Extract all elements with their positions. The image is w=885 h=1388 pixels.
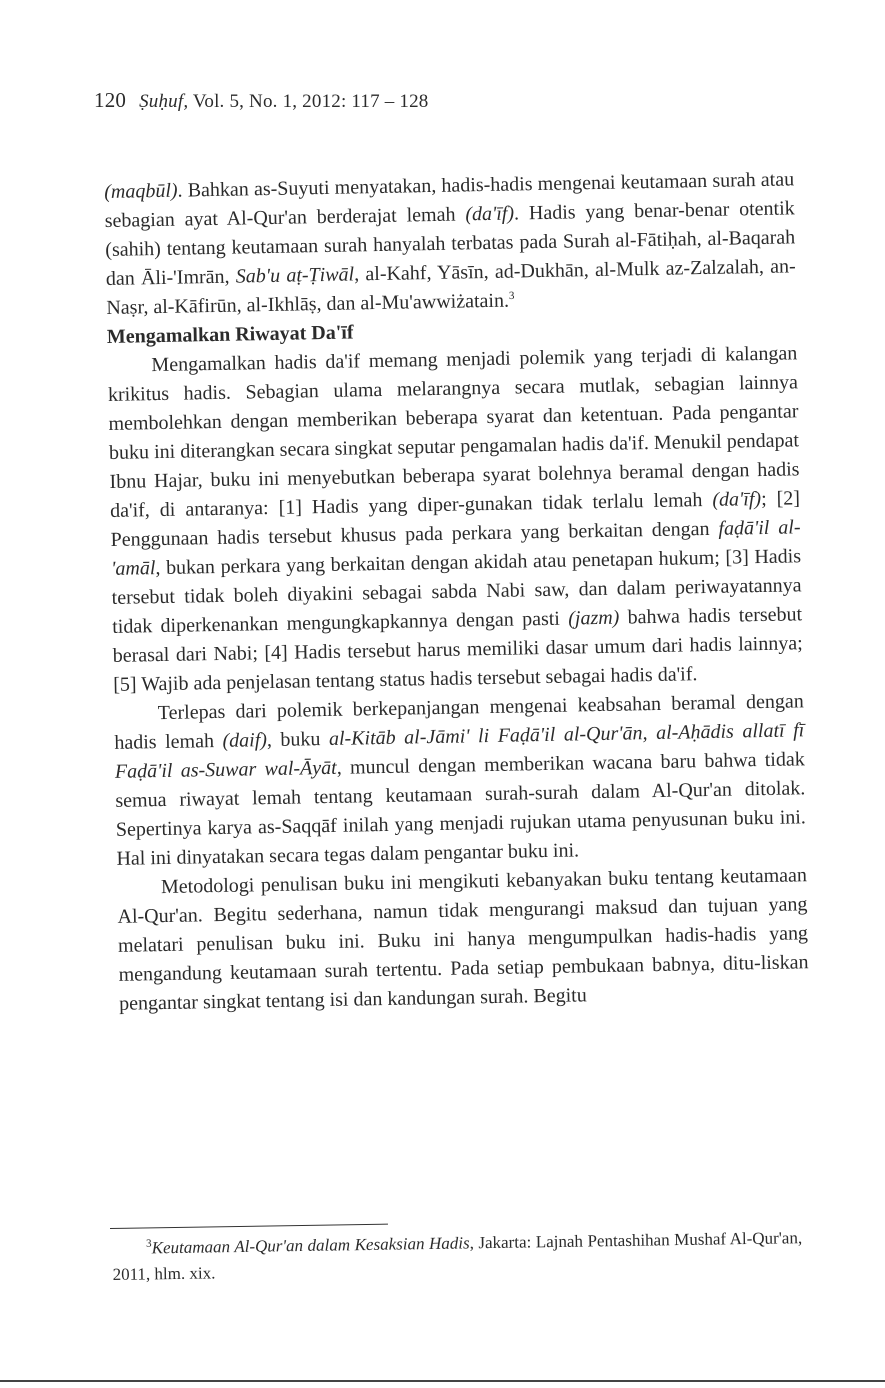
- footnote-text: , Jakarta: Lajnah Pentashihan Mushaf Al-Qur'an, 2011, hlm. xix.: [112, 1228, 803, 1284]
- italic-term: (jazm): [568, 606, 620, 630]
- paragraph: [117, 861, 810, 1019]
- page-bottom-edge: [0, 1380, 885, 1382]
- italic-term: (daif): [222, 729, 268, 752]
- footnote-reference: 3: [508, 289, 515, 302]
- text-run: , buku: [266, 727, 330, 752]
- text-run: . Bahkan as-Suyuti menyatakan, hadis-hadis mengenai keutamaan surah atau sebagian ayat Al-Qur'an berderajat lemah: [104, 168, 795, 232]
- italic-term: (da'īf): [465, 202, 515, 226]
- italic-term: faḍā'il al-'amāl: [110, 516, 801, 580]
- italic-term: Sab'u aṭ-Ṭiwāl: [235, 263, 355, 288]
- body-text: [104, 165, 809, 1019]
- paragraph: [114, 687, 807, 874]
- journal-name: Ṣuḥuf,: [139, 91, 189, 112]
- running-header: [94, 88, 429, 113]
- text-run: ; [2] Penggunaan hadis tersebut khusus pada perkara yang berkaitan dengan: [110, 487, 801, 551]
- italic-term: (maqbūl): [104, 179, 178, 203]
- italic-term: (da'īf): [712, 488, 762, 511]
- text-run: , muncul dengan memberikan wacana baru bahwa tidak semua riwayat lemah tentang keutamaan surah-surah dalam Al-Qur'an ditolak. Sepertinya karya as-Saqqāf inilah yang menjadi rujukan utama penyusunan buku ini. Hal ini dinyatakan secara tegas dalam pengantar buku ini.: [115, 748, 807, 870]
- section-heading: Mengamalkan Riwayat Da'īf: [106, 321, 354, 348]
- page-number: 120: [94, 88, 127, 112]
- text-run: Terlepas dari polemik berkepanjangan mengenai keabsahan beramal dengan hadis lemah: [114, 690, 804, 754]
- footnote-divider: [110, 1224, 388, 1229]
- footnote-title: Keutamaan Al-Qur'an dalam Kesaksian Hadis: [151, 1233, 470, 1258]
- footnote: [112, 1225, 803, 1288]
- text-run: , al-Kahf, Yāsīn, ad-Dukhān, al-Mulk az-Zalzalah, an-Naṣr, al-Kāfirūn, al-Ikhlāṣ, dan al-Mu'awwiżatain.: [106, 255, 796, 319]
- italic-book-title: al-Kitāb al-Jāmi' li Faḍā'il al-Qur'ān, al-Aḥādis allatī fī Faḍā'il as-Suwar wal-Āyāt: [114, 719, 805, 783]
- paragraph-continued: [104, 165, 797, 323]
- paragraph: [107, 339, 803, 700]
- text-run: Mengamalkan hadis da'if memang menjadi polemik yang terjadi di kalangan krikitus hadis. Sebagian ulama melarangnya secara mutlak, sebagian lainnya membolehkan dengan memberikan beberapa syarat dan ketentuan. Pada pengantar buku ini diterangkan secara singkat seputar pengamalan hadis da'if. Menukil pendapat Ibnu Hajar, buku ini menyebutkan beberapa syarat bolehnya beramal dengan hadis da'if, di antaranya: [1] Hadis yang diper-gunakan tidak terlalu lemah: [107, 342, 800, 522]
- text-run: Metodologi penulisan buku ini mengikuti kebanyakan buku tentang keutamaan Al-Qur'an. Begitu sederhana, namun tidak mengurangi maksud dan tujuan yang melatari penulisan buku ini. Buku ini hanya mengumpulkan hadis-hadis yang mengandung keutamaan surah tertentu. Pada setiap pembukaan babnya, ditu-liskan pengantar singkat tentang isi dan kandungan surah. Begitu: [117, 864, 809, 1015]
- journal-citation: Vol. 5, No. 1, 2012: 117 – 128: [192, 91, 429, 112]
- text-run: bahwa hadis tersebut berasal dari Nabi; [4] Hadis tersebut harus memiliki dasar umum dari hadis lainnya; [5] Wajib ada penjelasan tentang status hadis tersebut sebagai hadis da'if.: [112, 603, 803, 696]
- text-run: , bukan perkara yang berkaitan dengan akidah atau penetapan hukum; [3] Hadis tersebut tidak boleh diyakini sebagai sabda Nabi saw, dan dalam periwayatannya tidak diperkenankan mengungkapkannya dengan pasti: [111, 545, 802, 638]
- footnote-number: 3: [146, 1237, 152, 1250]
- text-run: . Hadis yang benar-benar otentik (sahih) tentang keutamaan surah hanyalah terbatas pada Surah al-Fātiḥah, al-Baqarah dan Āli-'Imrān,: [105, 197, 796, 290]
